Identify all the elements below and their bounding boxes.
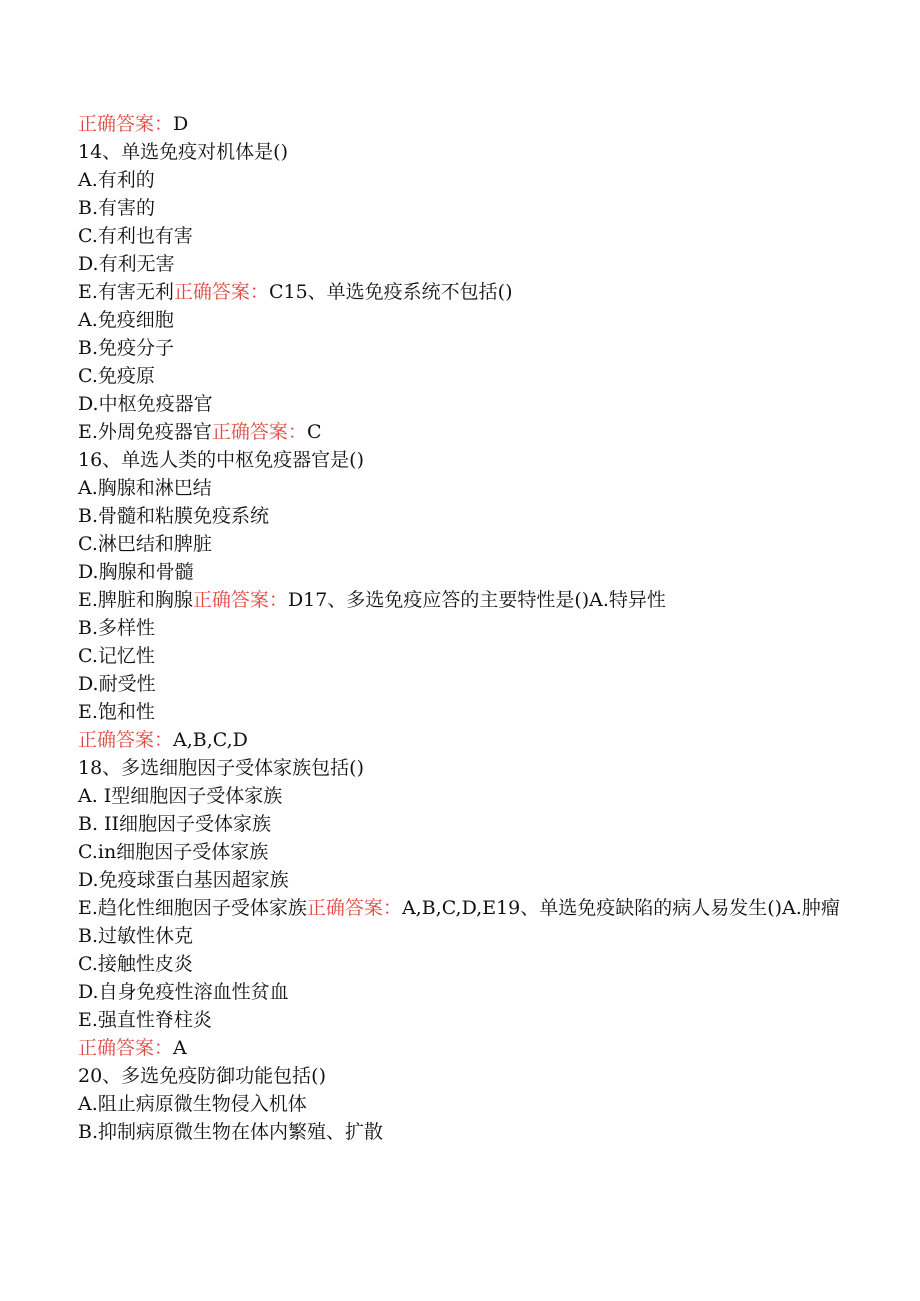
line-text: 19、单选免疫缺陷的病人易发生()A.肿瘤 [496,897,840,919]
line-text: E.外周免疫器官 [78,421,212,443]
answer-label: 正确答案： [78,1037,174,1059]
text-line [78,558,858,586]
line-text: 14、单选免疫对机体是() [78,141,289,163]
line-text: B.过敏性休克 [78,925,194,947]
line-text: B.抑制病原微生物在体内繁殖、扩散 [78,1121,384,1143]
line-text: A.胸腺和淋巴结 [78,477,212,499]
line-text: A. I型细胞因子受体家族 [78,785,283,807]
text-line [78,194,858,222]
document-body [78,110,858,1146]
text-line [78,1062,858,1090]
line-text: D.耐受性 [78,673,156,695]
text-line [78,530,858,558]
line-text: E.强直性脊柱炎 [78,1009,212,1031]
text-line [78,838,858,866]
text-line [78,782,858,810]
answer-value: A,B,C,D,E [401,897,497,919]
line-text: A.有利的 [78,169,155,191]
line-text: B. II细胞因子受体家族 [78,813,272,835]
text-line [78,446,858,474]
text-line [78,894,858,922]
line-text: A.免疫细胞 [78,309,174,331]
answer-label: 正确答案： [211,421,307,443]
line-text: 18、多选细胞因子受体家族包括() [78,757,365,779]
text-line [78,138,858,166]
text-line [78,306,858,334]
line-text: C.有利也有害 [78,225,193,247]
text-line [78,614,858,642]
text-line [78,110,858,138]
text-line [78,1034,858,1062]
text-line [78,222,858,250]
text-line [78,334,858,362]
line-text: E.脾脏和胸腺 [78,589,193,611]
line-text: D.有利无害 [78,253,175,275]
line-text: B.免疫分子 [78,337,175,359]
line-text: C.接触性皮炎 [78,953,193,975]
text-line [78,586,858,614]
text-line [78,362,858,390]
text-line [78,726,858,754]
answer-label: 正确答案： [306,897,402,919]
text-line [78,670,858,698]
text-line [78,698,858,726]
text-line [78,502,858,530]
text-line [78,418,858,446]
line-text: E.有害无利 [78,281,174,303]
answer-value: D [287,589,304,611]
answer-label: 正确答案： [78,113,174,135]
text-line [78,278,858,306]
line-text: C.in细胞因子受体家族 [78,841,269,863]
answer-value: A [173,1037,187,1059]
text-line [78,810,858,838]
answer-label: 正确答案： [173,281,269,303]
answer-value: C [306,421,322,443]
text-line [78,1006,858,1034]
line-text: D.中枢免疫器官 [78,393,213,415]
answer-label: 正确答案： [78,729,174,751]
line-text: 17、多选免疫应答的主要特性是()A.特异性 [303,589,666,611]
text-line [78,474,858,502]
text-line [78,1118,858,1146]
line-text: B.多样性 [78,617,156,639]
line-text: B.骨髓和粘膜免疫系统 [78,505,270,527]
text-line [78,166,858,194]
line-text: E.饱和性 [78,701,155,723]
line-text: 15、单选免疫系统不包括() [283,281,513,303]
text-line [78,978,858,1006]
text-line [78,642,858,670]
answer-label: 正确答案： [192,589,288,611]
text-line [78,250,858,278]
text-line [78,390,858,418]
text-line [78,950,858,978]
text-line [78,922,858,950]
line-text: 20、多选免疫防御功能包括() [78,1065,327,1087]
line-text: 16、单选人类的中枢免疫器官是() [78,449,365,471]
text-line [78,754,858,782]
line-text: D.自身免疫性溶血性贫血 [78,981,289,1003]
answer-value: D [173,113,189,135]
line-text: C.记忆性 [78,645,155,667]
line-text: B.有害的 [78,197,156,219]
text-line [78,866,858,894]
answer-value: A,B,C,D [173,729,248,751]
line-text: D.胸腺和骨髓 [78,561,194,583]
text-line [78,1090,858,1118]
line-text: C.免疫原 [78,365,155,387]
answer-value: C [268,281,284,303]
line-text: A.阻止病原微生物侵入机体 [78,1093,307,1115]
line-text: C.淋巴结和脾脏 [78,533,212,555]
line-text: E.趋化性细胞因子受体家族 [78,897,307,919]
line-text: D.免疫球蛋白基因超家族 [78,869,289,891]
